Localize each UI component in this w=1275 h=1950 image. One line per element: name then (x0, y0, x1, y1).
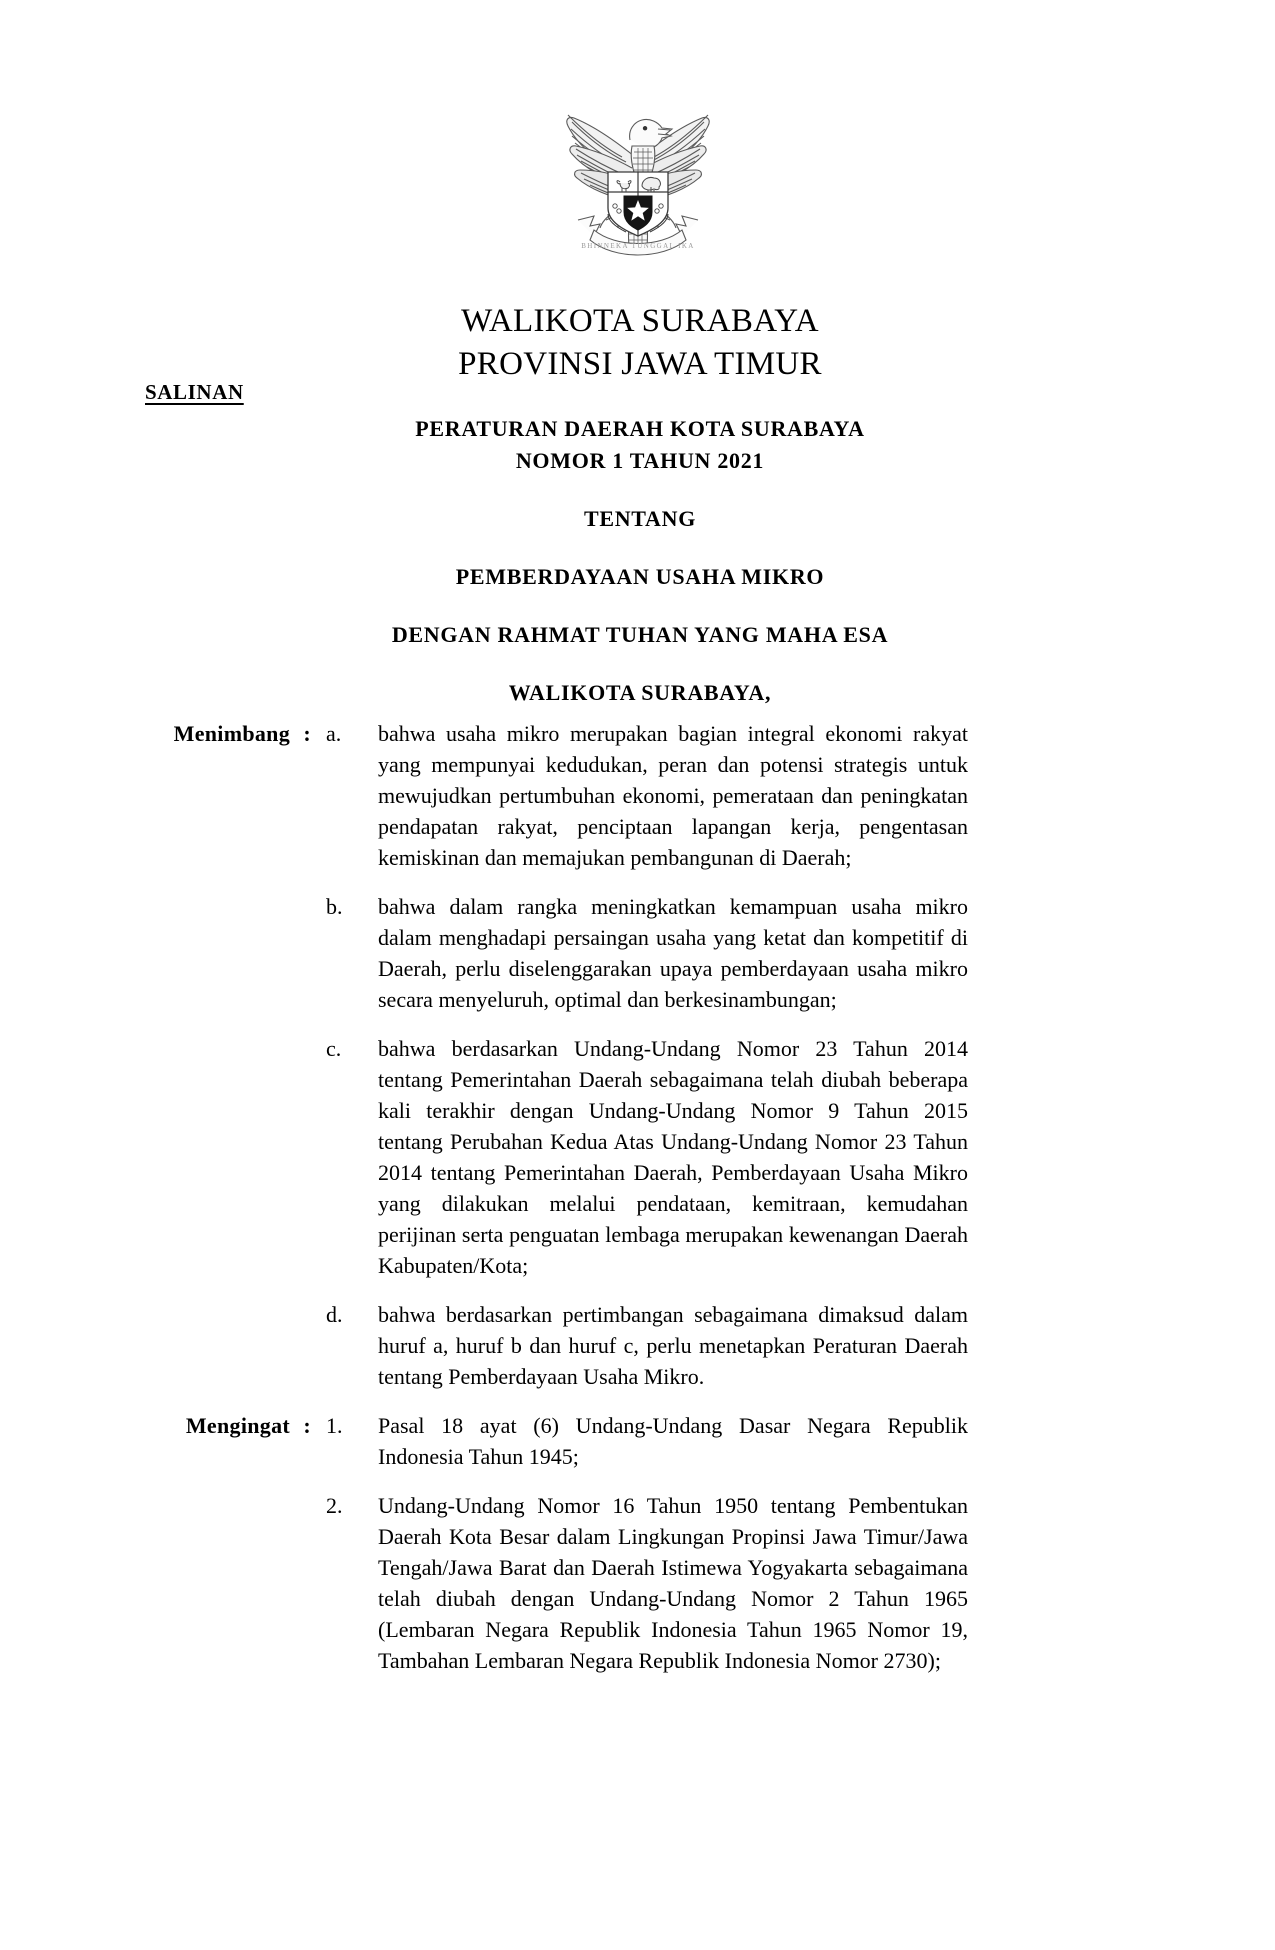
heading-city: WALIKOTA SURABAYA (461, 303, 819, 339)
title-block (250, 300, 1030, 709)
regulation-title-line-2: NOMOR 1 TAHUN 2021 (515, 448, 765, 473)
item-text: bahwa berdasarkan pertimbangan sebagaimana dimaksud dalam huruf a, huruf b dan huruf c, perlu menetapkan Peraturan Daerah tentang Pemberdayaan Usaha Mikro. (378, 1302, 968, 1389)
spacer (250, 535, 1030, 561)
consideration-item (0, 891, 1275, 1015)
svg-text:BHINNEKA TUNGGAL IKA: BHINNEKA TUNGGAL IKA (580, 242, 695, 250)
spacer (250, 386, 1030, 413)
legal-basis-item (0, 1490, 1275, 1676)
regulation-title-line-1: PERATURAN DAERAH KOTA SURABAYA (415, 416, 865, 441)
authority-line: WALIKOTA SURABAYA, (508, 680, 772, 705)
mengingat-label: Mengingat (185, 1413, 290, 1438)
item-text: Pasal 18 ayat (6) Undang-Undang Dasar Negara Republik Indonesia Tahun 1945; (378, 1413, 968, 1469)
item-marker: a. (326, 721, 342, 746)
item-text: bahwa berdasarkan Undang-Undang Nomor 23 Tahun 2014 tentang Pemerintahan Daerah sebagaimana telah diubah beberapa kali terakhir dengan Undang-Undang Nomor 9 Tahun 2015 tentang Perubahan Kedua Atas Undang-Undang Nomor 23 Tahun 2014 tentang Pemerintahan Daerah, Pemberdayaan Usaha Mikro yang dilakukan melalui pendataan, kemitraan, kemudahan perijinan serta penguatan lembaga merupakan kewenangan Daerah Kabupaten/Kota; (378, 1036, 968, 1278)
item-text: bahwa usaha mikro merupakan bagian integral ekonomi rakyat yang mempunyai kedudukan, peran dan potensi strategis untuk mewujudkan pertumbuhan ekonomi, pemerataan dan peningkatan pendapatan rakyat, penciptaan lapangan kerja, pengentasan kemiskinan dan memajukan pembangunan di Daerah; (378, 721, 968, 870)
about-label: TENTANG (583, 506, 697, 531)
item-text: Undang-Undang Nomor 16 Tahun 1950 tentang Pembentukan Daerah Kota Besar dalam Lingkungan Propinsi Jawa Timur/Jawa Tengah/Jawa Barat dan Daerah Istimewa Yogyakarta sebagaimana telah diubah dengan Undang-Undang Nomor 2 Tahun 1965 (Lembaran Negara Republik Indonesia Tahun 1965 Nomor 19, Tambahan Lembaran Negara Republik Indonesia Nomor 2730); (378, 1493, 968, 1673)
item-marker: b. (326, 894, 343, 919)
spacer (250, 593, 1030, 619)
consideration-item (0, 1033, 1275, 1281)
invocation-line: DENGAN RAHMAT TUHAN YANG MAHA ESA (391, 622, 889, 647)
emblem-container (0, 96, 1275, 266)
item-marker: 2. (326, 1493, 343, 1518)
consideration-item (0, 1299, 1275, 1392)
legal-basis-item (0, 1410, 1275, 1472)
item-marker: d. (326, 1302, 343, 1327)
heading-province: PROVINSI JAWA TIMUR (458, 346, 822, 382)
consideration-item (0, 718, 1275, 873)
document-body (0, 718, 1275, 1694)
spacer (250, 477, 1030, 503)
menimbang-colon: : (303, 721, 311, 746)
spacer (250, 651, 1030, 677)
menimbang-label: Menimbang (173, 721, 290, 746)
item-marker: c. (326, 1036, 342, 1061)
garuda-pancasila-emblem (538, 96, 738, 261)
item-text: bahwa dalam rangka meningkatkan kemampuan usaha mikro dalam menghadapi persaingan usaha yang ketat dan kompetitif di Daerah, perlu diselenggarakan upaya pemberdayaan usaha mikro secara menyeluruh, optimal dan berkesinambungan; (378, 894, 968, 1012)
mengingat-colon: : (303, 1413, 311, 1438)
regulation-subject: PEMBERDAYAAN USAHA MIKRO (455, 564, 825, 589)
item-marker: 1. (326, 1413, 343, 1438)
salinan-label: SALINAN (145, 380, 244, 404)
